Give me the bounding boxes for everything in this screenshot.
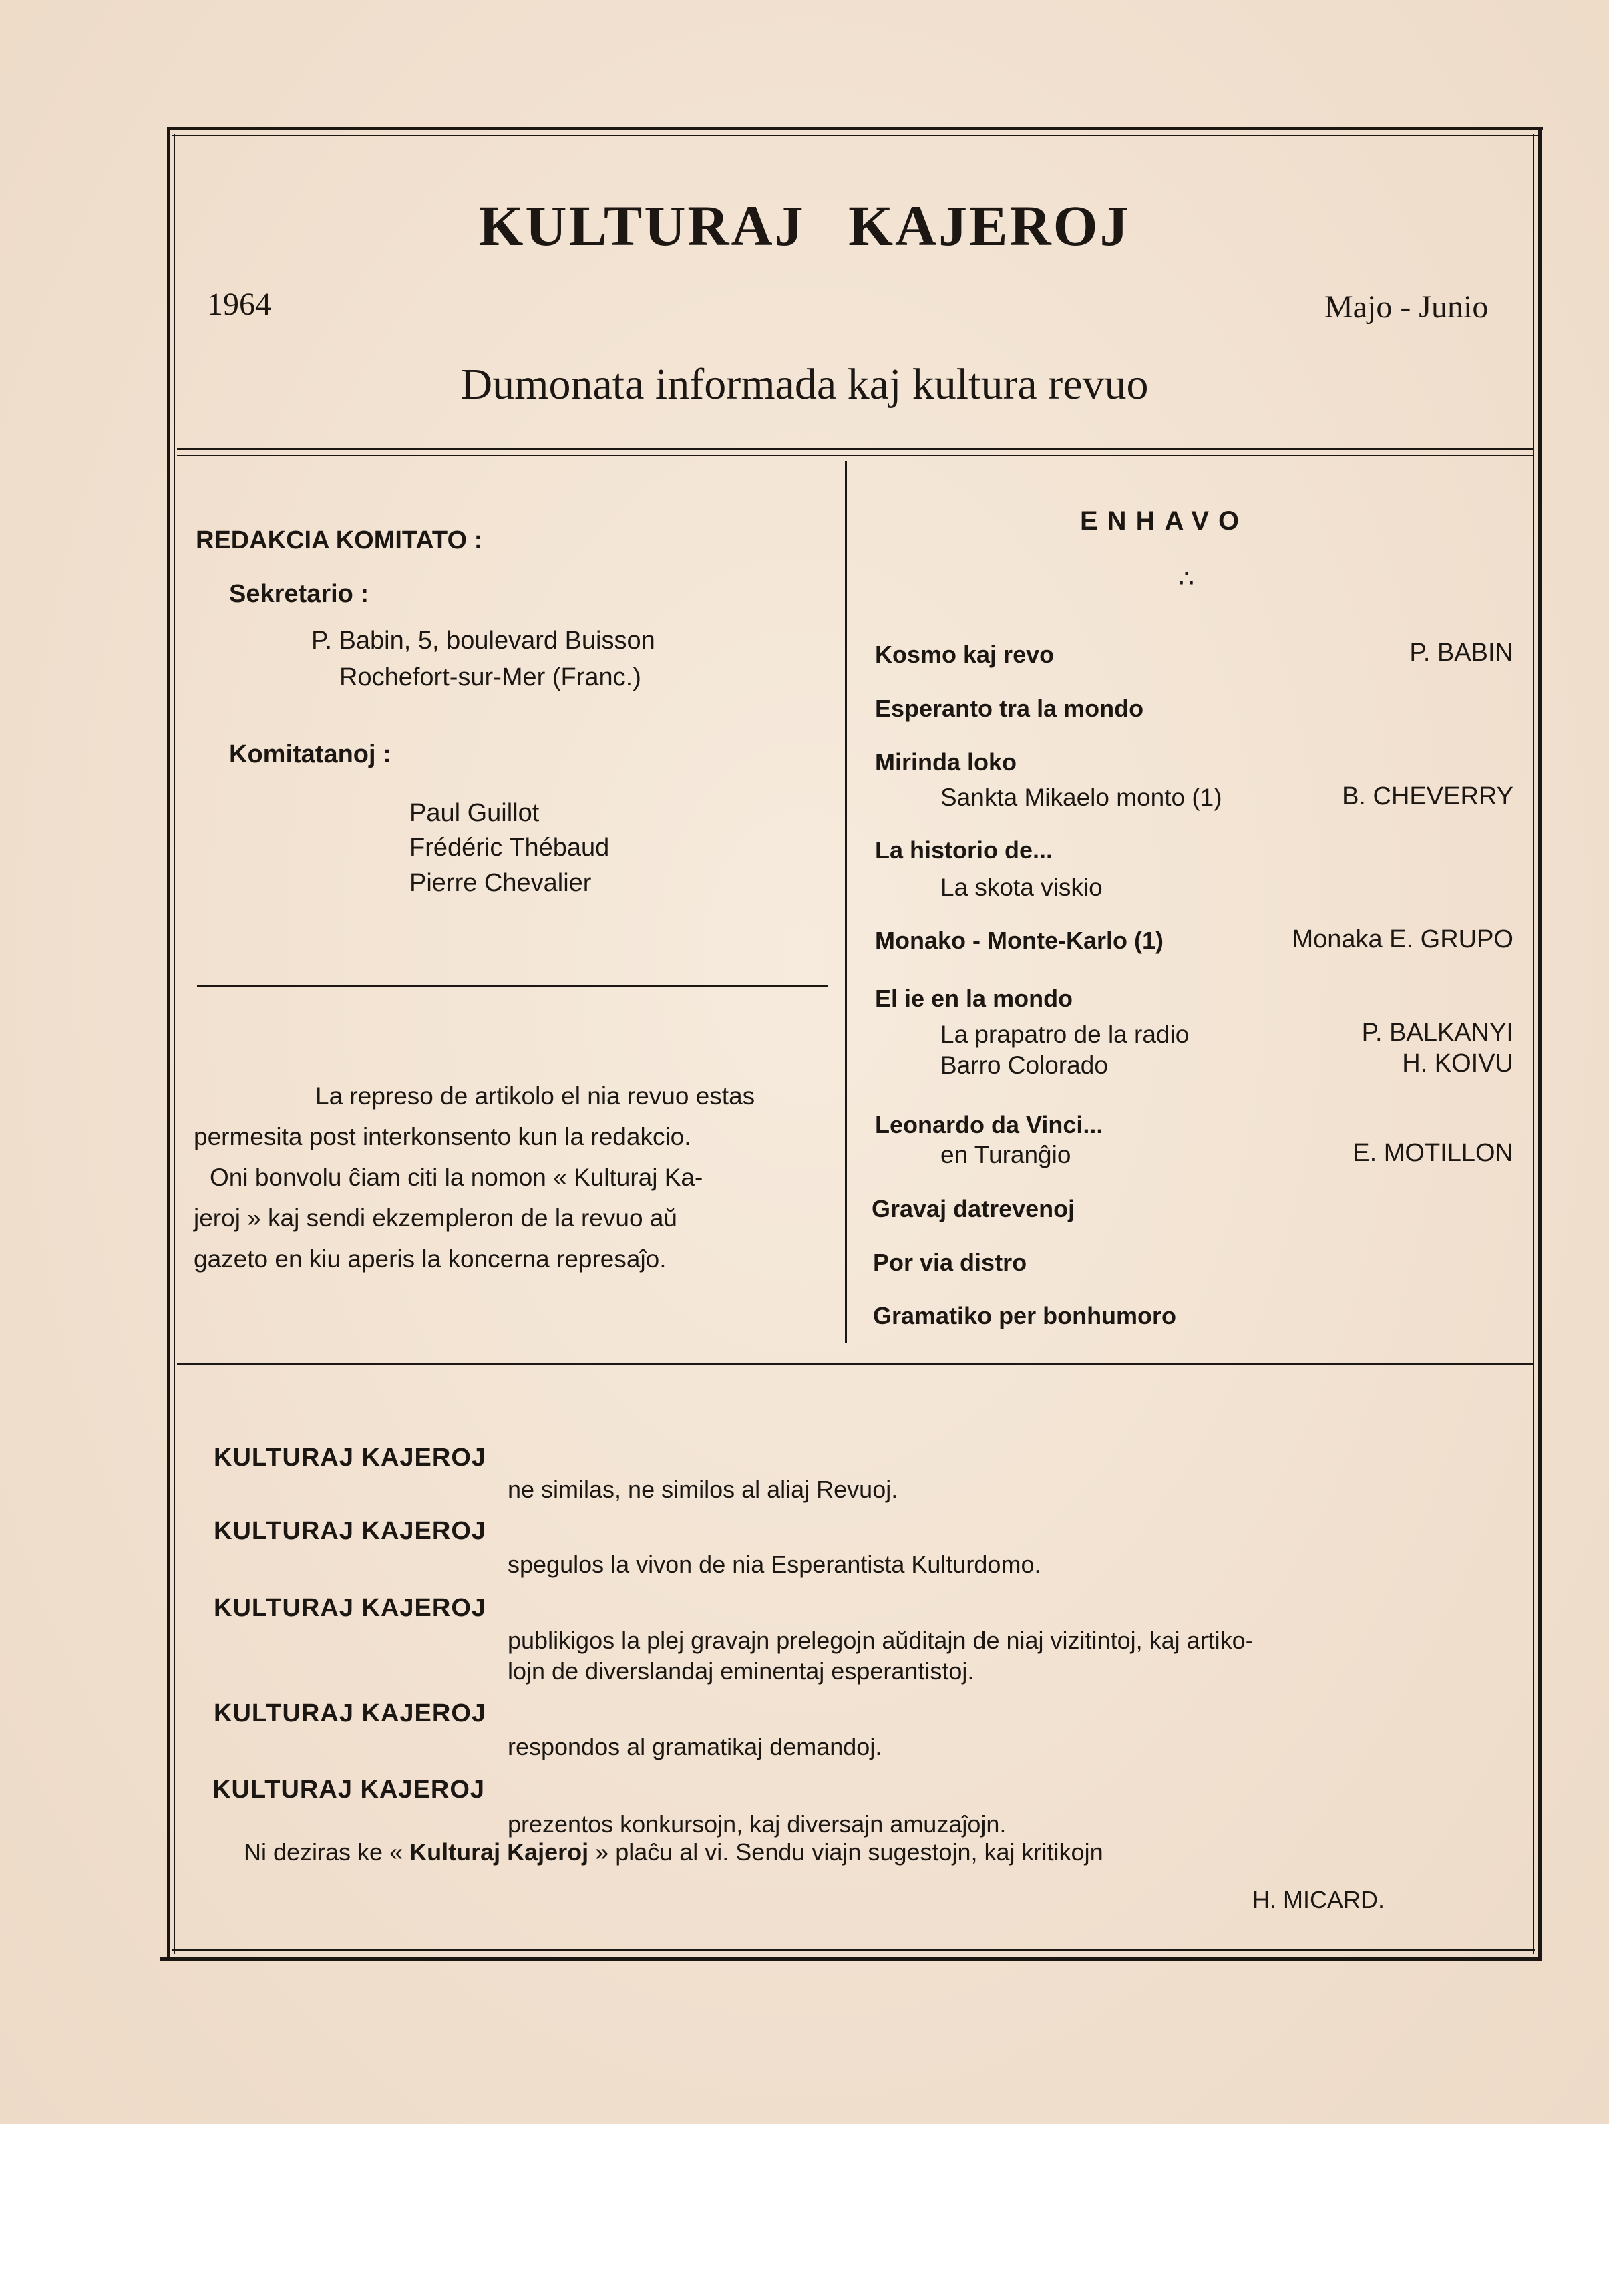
secretary-address-line: Rochefort-sur-Mer (Franc.) [339,663,641,691]
toc-item-title: Mirinda loko [875,748,1017,776]
masthead-title: KULTURAJ KAJEROJ [478,194,1131,258]
frame-bottom-rule [160,1957,1542,1961]
toc-item-title: Leonardo da Vinci... [875,1111,1103,1138]
committee-divider-rule [197,985,828,987]
toc-item-subtitle: Barro Colorado [940,1051,1108,1079]
toc-item-title: La historio de... [875,836,1053,864]
promo-label: KULTURAJ KAJEROJ [214,1517,487,1545]
promo-top-rule [177,1363,1533,1365]
members-label: Komitatanoj : [229,740,391,768]
promo-text: publikigos la plej gravajn prelegojn aŭditajn de niaj vizitintoj, kaj artiko- [508,1627,1254,1654]
toc-item-author: B. CHEVERRY [1342,782,1513,810]
secretary-address-line: P. Babin, 5, boulevard Buisson [311,627,655,655]
promo-text: ne similas, ne similos al aliaj Revuoj. [508,1476,898,1503]
toc-item-author: Monaka E. GRUPO [1292,925,1513,953]
toc-item-author: P. BABIN [1409,639,1513,667]
closing-text-pre: Ni deziras ke « [244,1838,410,1866]
notice-line: gazeto en kiu aperis la koncerna represaĵo. [194,1245,667,1273]
closing-text-post: » plaĉu al vi. Sendu viajn sugestojn, kaj kritikojn [588,1838,1103,1866]
promo-text: respondos al gramatikaj demandoj. [508,1733,882,1760]
toc-item-title: El ie en la mondo [875,985,1073,1012]
notice-line: Oni bonvolu ĉiam citi la nomon « Kulturaj Ka- [210,1164,703,1191]
toc-item-subtitle: La prapatro de la radio [940,1021,1190,1048]
column-divider [845,461,847,1343]
toc-item-subtitle: Sankta Mikaelo monto (1) [940,784,1222,811]
signature: H. MICARD. [1252,1886,1385,1913]
toc-item-author: P. BALKANYI [1361,1019,1513,1047]
contents-heading: ENHAVO [1080,506,1249,536]
masthead-subtitle: Dumonata informada kaj kultura revuo [460,360,1149,409]
member-name: Paul Guillot [409,799,540,827]
member-name: Pierre Chevalier [409,869,592,897]
promo-label: KULTURAJ KAJEROJ [214,1594,487,1622]
toc-item-author: E. MOTILLON [1353,1139,1513,1167]
masthead-bottom-rule-thin [177,455,1533,456]
secretary-label: Sekretario : [229,580,369,608]
notice-line: permesita post interkonsento kun la redakcio. [194,1123,691,1150]
toc-item-subtitle: La skota viskio [940,874,1103,901]
toc-item-title: Esperanto tra la mondo [875,695,1144,722]
issue-months: Majo - Junio [1324,289,1489,325]
toc-item-title: Gramatiko per bonhumoro [873,1302,1177,1329]
notice-line: jeroj » kaj sendi ekzempleron de la revuo aŭ [194,1204,677,1232]
notice-line: La represo de artikolo el nia revuo estas [315,1082,755,1110]
frame-bottom-rule-inner [172,1949,1535,1951]
toc-item-title: Por via distro [873,1249,1027,1276]
promo-text: spegulos la vivon de nia Esperantista Kulturdomo. [508,1550,1041,1578]
promo-label: KULTURAJ KAJEROJ [212,1776,486,1804]
toc-item-title: Kosmo kaj revo [875,641,1055,668]
promo-label: KULTURAJ KAJEROJ [214,1444,487,1472]
toc-item-author: H. KOIVU [1402,1049,1513,1078]
toc-item-title: Gravaj datrevenoj [872,1195,1075,1222]
toc-item-title: Monako - Monte-Karlo (1) [875,927,1164,954]
promo-text: lojn de diverslandaj eminentaj esperantistoj. [508,1657,974,1685]
promo-text: prezentos konkursojn, kaj diversajn amuzaĵojn. [508,1810,1007,1838]
masthead-bottom-rule [177,448,1533,450]
frame-top-rule-inner [172,135,1538,136]
reprint-notice [194,1076,822,1279]
toc-item-subtitle: en Turanĝio [940,1141,1071,1168]
frame-top-rule [167,127,1543,130]
member-name: Frédéric Thébaud [409,834,610,862]
promo-label: KULTURAJ KAJEROJ [214,1699,487,1728]
committee-heading: REDAKCIA KOMITATO : [196,526,483,554]
promo-closing [244,1840,1103,1864]
contents-ornament: ∴ [1179,564,1194,592]
issue-year: 1964 [207,287,271,322]
closing-text-title: Kulturaj Kajeroj [409,1838,589,1866]
